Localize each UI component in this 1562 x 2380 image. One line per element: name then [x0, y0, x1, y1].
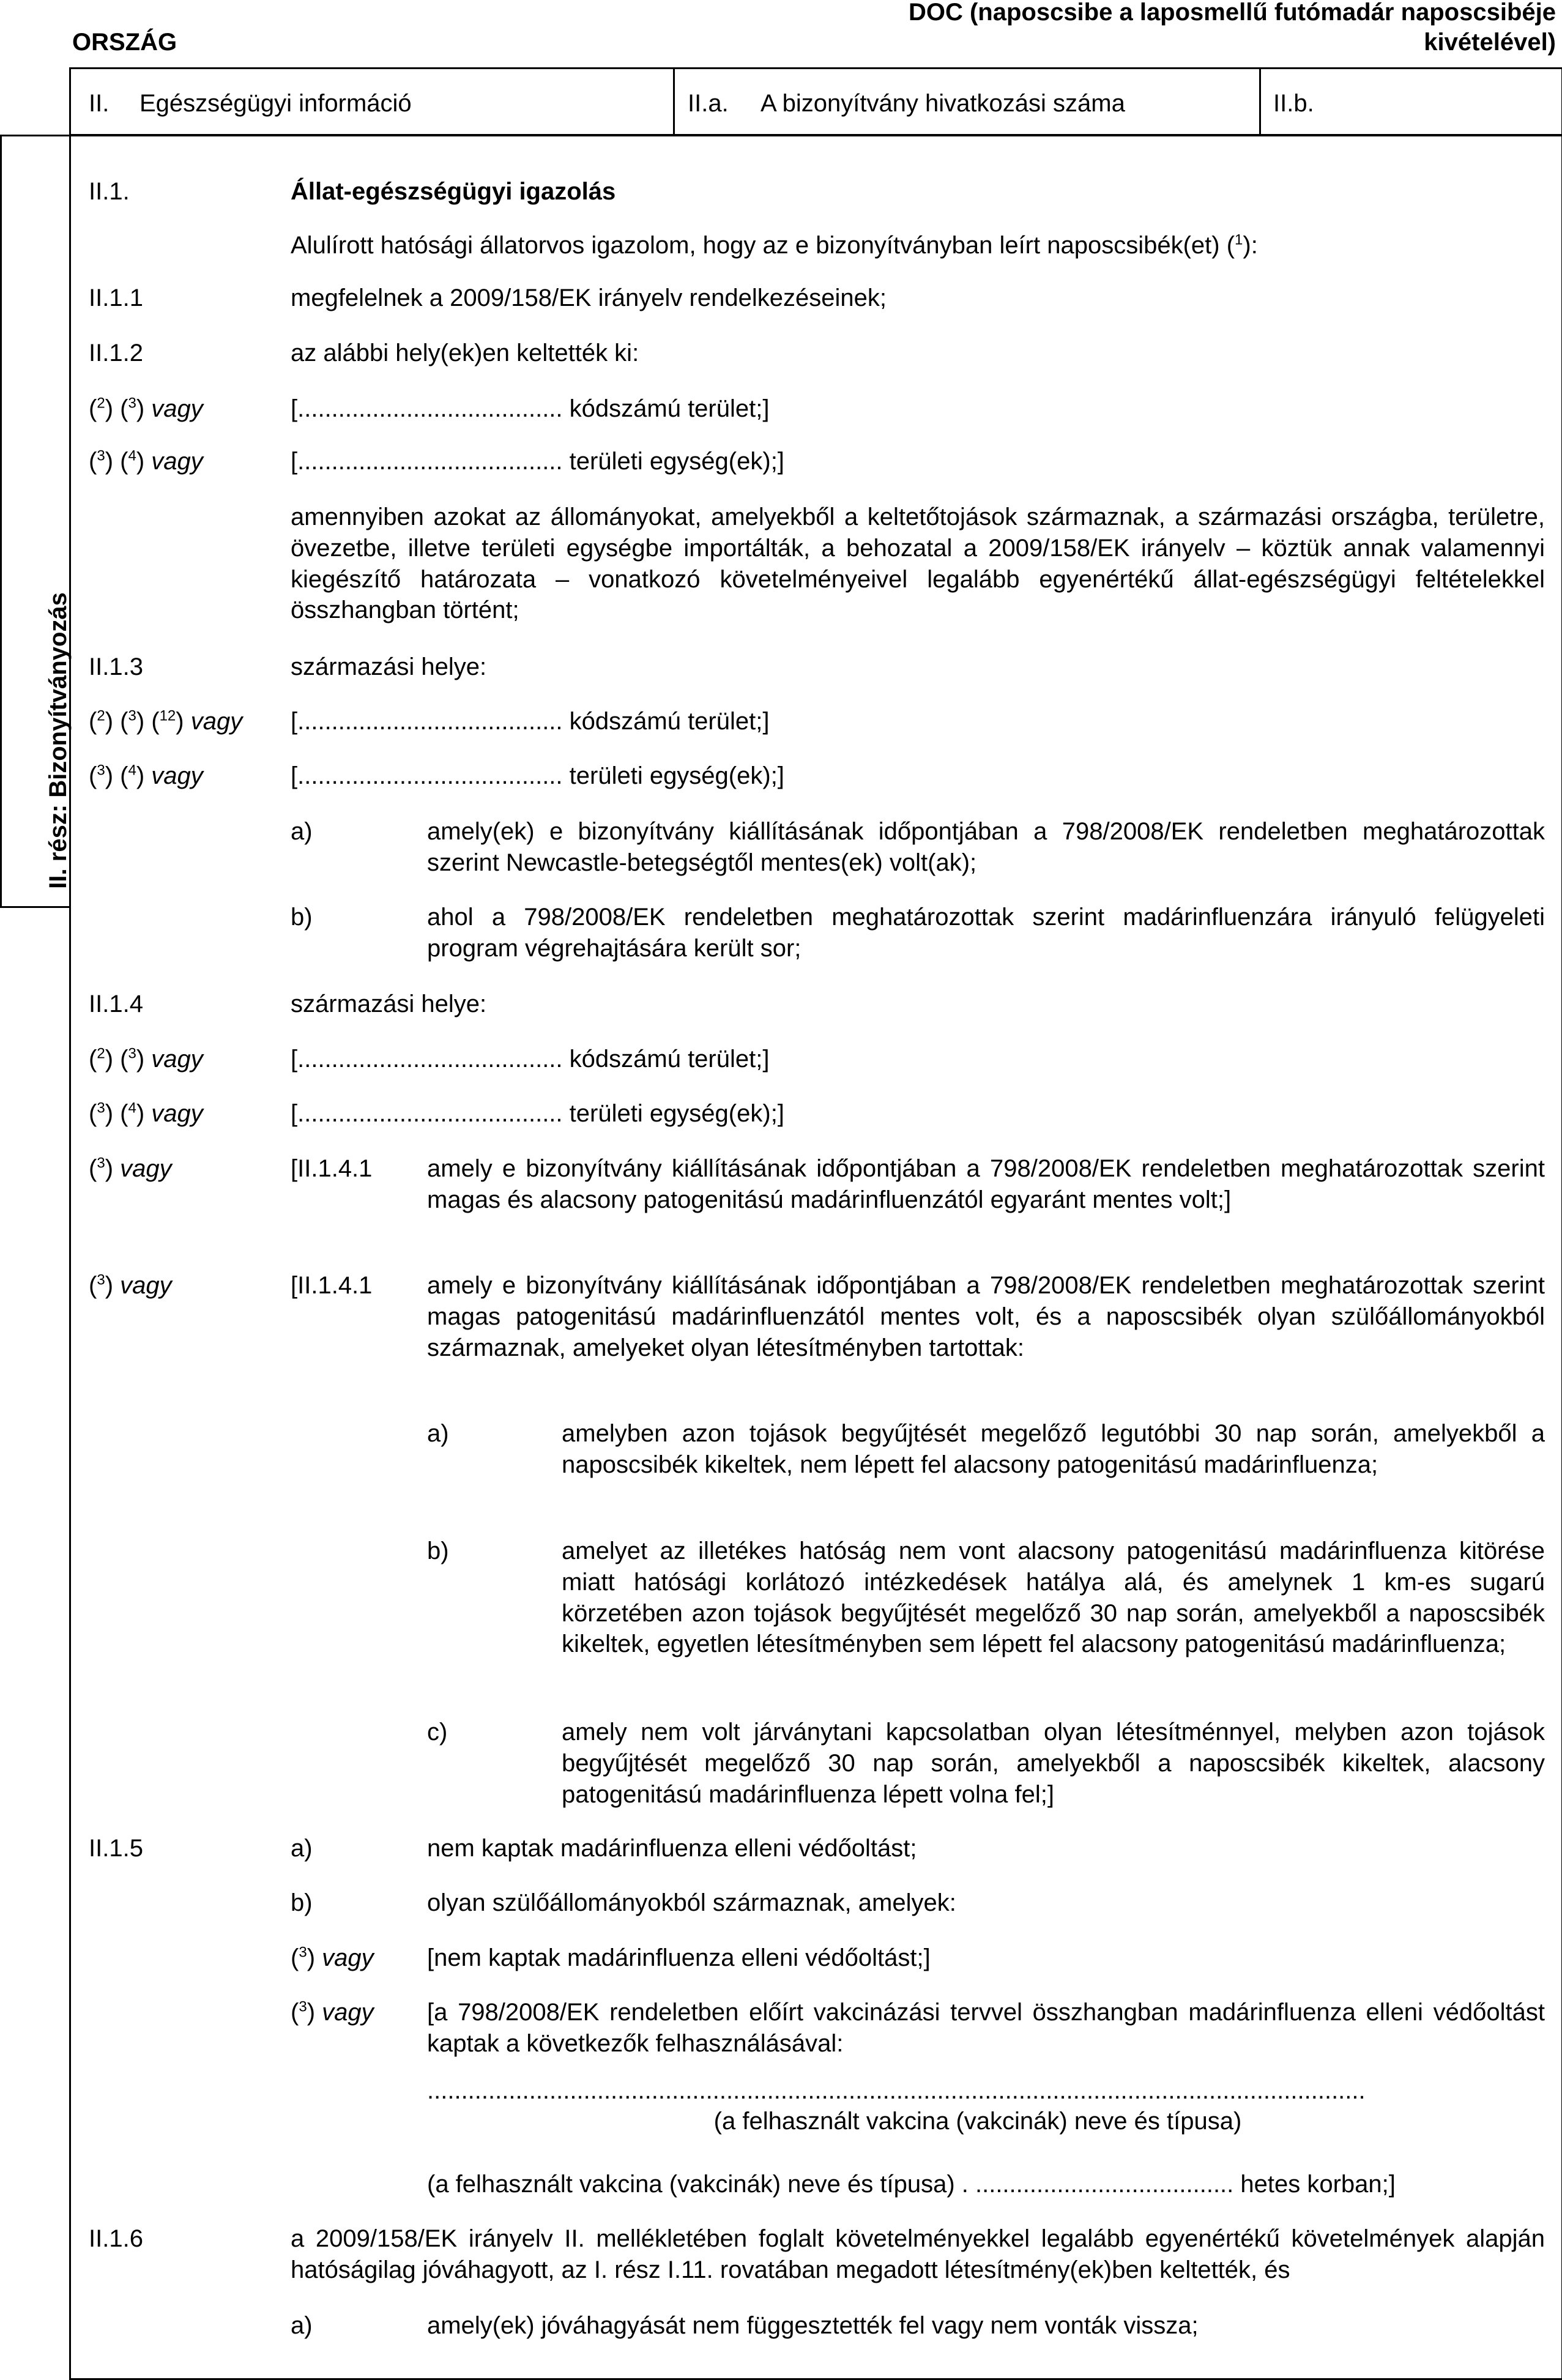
header-divider-2	[1259, 67, 1261, 136]
option-marker: ($^2$) ($^3$) vagy	[89, 1045, 203, 1073]
item-number: II.1.1	[89, 284, 143, 311]
option-marker: ($^3$) ($^4$) vagy	[89, 447, 203, 475]
sub-item-text: amely nem volt járványtani kapcsolatban olyan létesítménnyel, melyben azon tojások begyűjtését megelőző 30 nap során, amelyekből a naposcsibék kikeltek, alacsony patogenitású madárinfluenza lépett volna fel;]	[562, 1719, 1545, 1808]
sub-item-text: amelyben azon tojások begyűjtését megelőző legutóbbi 30 nap során, amelyekből a naposcsibék kikeltek, nem lépett fel alacsony patogenitású madárinfluenza;	[562, 1420, 1545, 1478]
section-ii-number: II.	[89, 90, 110, 117]
sub-item-label: a)	[291, 818, 313, 845]
section-heading: Állat-egészségügyi igazolás	[291, 178, 616, 205]
vaccine-dotted-line: ..........................................................................................................................................	[427, 2077, 1366, 2104]
item-number: II.1.5	[89, 1835, 143, 1862]
option-text: [....................................... kódszámú terület;]	[291, 1046, 770, 1073]
item-number: II.1.2	[89, 340, 143, 366]
option-text: amely e bizonyítvány kiállításának időpontjában a 798/2008/EK rendeletben meghatározottak szerint magas patogenitású madárinfluenzától mentes volt, és a naposcsibék olyan szülőállományokból származnak, amelyeket olyan létesítményben tartottak:	[427, 1272, 1545, 1361]
vaccine-line: (a felhasznált vakcina (vakcinák) neve és típusa) . ...................................... hetes korban;]	[427, 2171, 1396, 2198]
sub-item-text: amely(ek) e bizonyítvány kiállításának időpontjában a 798/2008/EK rendeletben meghatározottak szerint Newcastle-betegségtől mentes(ek) volt(ak);	[427, 818, 1545, 876]
sub-item-text: nem kaptak madárinfluenza elleni védőoltást;	[427, 1835, 917, 1862]
item-text: az alábbi hely(ek)en keltették ki:	[291, 340, 639, 366]
sub-item-text: amelyet az illetékes hatóság nem vont alacsony patogenitású madárinfluenza kitörése miatt hatósági korlátozó intézkedések hatálya alá, és amelynek 1 km-es sugarú körzetében azon tojások begyűjtését megelőző 30 nap során, amelyekből a naposcsibék kikeltek, egyetlen létesítményben sem lépett fel alacsony patogenitású madárinfluenza;	[562, 1538, 1545, 1658]
sub-item-label: b)	[291, 904, 313, 931]
section-iib-number: II.b.	[1273, 90, 1314, 117]
option-marker: ($^3$) vagy	[291, 1998, 374, 2026]
option-text: [a 798/2008/EK rendeletben előírt vakcinázási tervvel összhangban madárinfluenza elleni védőoltást kaptak a következők felhasználásával:	[427, 1999, 1545, 2057]
option-marker: ($^3$) vagy	[291, 1944, 374, 1971]
sub-item-label: b)	[291, 1889, 313, 1916]
vaccine-caption: (a felhasznált vakcina (vakcinák) neve és típusa)	[713, 2108, 1242, 2135]
option-text: [....................................... területi egység(ek);]	[291, 762, 784, 789]
sub-item-text: olyan szülőállományokból származnak, amelyek:	[427, 1889, 956, 1916]
option-text: [....................................... kódszámú terület;]	[291, 395, 770, 422]
header-divider-1	[673, 67, 675, 136]
option-reference: [II.1.4.1	[291, 1155, 373, 1182]
paragraph: amennyiben azokat az állományokat, amelyekből a keltetőtojások származnak, a származási országba, területre, övezetbe, illetve területi egységbe importálták, a behozatal a 2009/158/EK irányelv – köztük annak valamennyi kiegészítő határozata – vonatkozó követelményeivel legalább egyenértékű állat-egészségügyi feltételekkel összhangban történt;	[291, 504, 1545, 624]
item-text: származási helye:	[291, 653, 487, 680]
sub-item-text: amely(ek) jóváhagyását nem függesztették fel vagy nem vonták vissza;	[427, 2312, 1199, 2339]
option-marker: ($^3$) ($^4$) vagy	[89, 762, 203, 789]
item-number: II.1.3	[89, 653, 143, 680]
document-title	[909, 0, 1556, 58]
option-marker: ($^3$) vagy	[89, 1155, 172, 1182]
item-text: származási helye:	[291, 991, 487, 1017]
sub-item-label: a)	[427, 1420, 449, 1447]
option-text: [....................................... kódszámú terület;]	[291, 708, 770, 735]
option-text: amely e bizonyítvány kiállításának időpontjában a 798/2008/EK rendeletben meghatározottak szerint magas és alacsony patogenitású madárinfluenzától egyaránt mentes volt;]	[427, 1155, 1545, 1213]
option-marker: ($^3$) vagy	[89, 1271, 172, 1299]
sub-item-text: ahol a 798/2008/EK rendeletben meghatározottak szerint madárinfluenzára irányuló felügyeleti program végrehajtására került sor;	[427, 904, 1545, 962]
option-text: [nem kaptak madárinfluenza elleni védőoltást;]	[427, 1944, 931, 1971]
document-title-line2: kivételével)	[1424, 28, 1556, 56]
sub-item-label: b)	[427, 1538, 449, 1564]
option-marker: ($^3$) ($^4$) vagy	[89, 1099, 203, 1127]
country-label: ORSZÁG	[72, 29, 177, 56]
item-number: II.1.6	[89, 2225, 143, 2252]
side-label: II. rész: Bizonyítványozás	[44, 592, 72, 889]
option-text: [....................................... területi egység(ek);]	[291, 1100, 784, 1127]
sub-item-label: c)	[427, 1719, 448, 1746]
item-text: a 2009/158/EK irányelv II. mellékletében foglalt követelményekkel legalább egyenértékű követelmények alapján hatóságilag jóváhagyott, az I. rész I.11. rovatában megadott létesítmény(ek)ben keltették, és	[291, 2225, 1545, 2283]
item-number: II.1.4	[89, 991, 143, 1017]
section-iia-number: II.a.	[688, 90, 729, 117]
option-marker: ($^2$) ($^3$) ($^{12}$) vagy	[89, 707, 243, 735]
section-iia-title: A bizonyítvány hivatkozási száma	[761, 90, 1125, 117]
option-marker: ($^2$) ($^3$) vagy	[89, 395, 203, 422]
option-reference: [II.1.4.1	[291, 1272, 373, 1299]
intro-text: Alulírott hatósági állatorvos igazolom, hogy az e bizonyítványban leírt naposcsibék(et) ($^1$):	[291, 231, 1258, 259]
section-ii-title: Egészségügyi információ	[139, 90, 412, 117]
sub-item-label: a)	[291, 1835, 313, 1862]
option-text: [....................................... területi egység(ek);]	[291, 448, 784, 475]
document-title-line1: DOC (naposcsibe a laposmellű futómadár naposcsibéje	[908, 0, 1556, 26]
sub-item-label: a)	[291, 2312, 313, 2339]
item-text: megfelelnek a 2009/158/EK irányelv rendelkezéseinek;	[291, 284, 887, 311]
item-number: II.1.	[89, 178, 130, 205]
